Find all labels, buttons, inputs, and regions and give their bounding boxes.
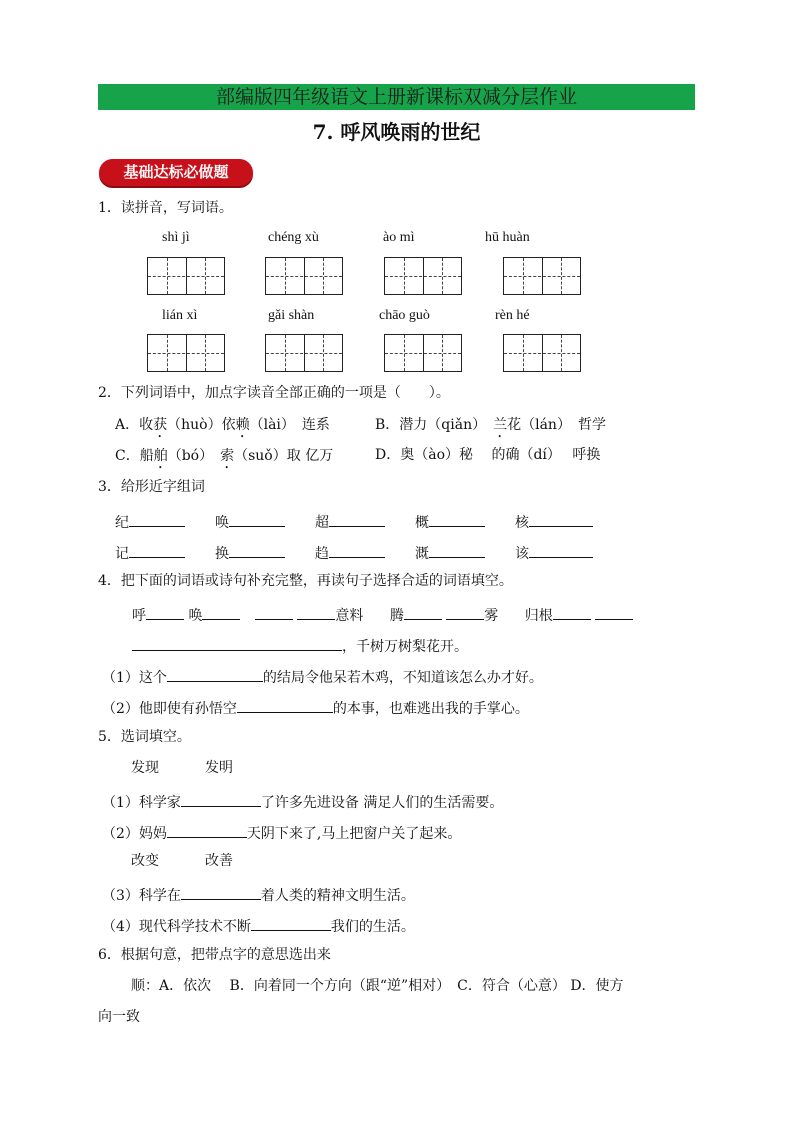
q5-sentence-4: （4）现代科学技术不断 我们的生活。: [102, 916, 415, 934]
page-title: 7. 呼风唤雨的世纪: [312, 120, 481, 144]
answer-blank[interactable]: [167, 823, 247, 838]
q1-pinyin-4: hū huàn: [485, 230, 530, 245]
q5-sentence-3: （3）科学在 着人类的精神文明生活。: [102, 885, 415, 903]
q5-word-choice: 改变: [131, 853, 159, 869]
q5-word-choice: 发明: [205, 760, 233, 776]
answer-blank[interactable]: [329, 512, 385, 527]
answer-blank[interactable]: [202, 605, 240, 620]
q5-sentence-1: （1）科学家 了许多先进设备 满足人们的生活需要。: [102, 792, 503, 810]
writing-grid[interactable]: [503, 257, 581, 295]
answer-blank[interactable]: [229, 512, 285, 527]
answer-blank[interactable]: [251, 916, 331, 931]
answer-blank[interactable]: [129, 543, 185, 558]
q4-prompt: 4．把下面的词语或诗句补充完整，再读句子选择合适的词语填空。: [98, 573, 513, 589]
writing-grid[interactable]: [503, 334, 581, 372]
q3-prompt: 3．给形近字组词: [98, 479, 205, 495]
q4-sentence-1: （1）这个 的结局令他呆若木鸡，不知道该怎么办才好。: [102, 667, 543, 685]
q1-pinyin-1: shì jì: [162, 230, 190, 245]
answer-blank[interactable]: [297, 605, 335, 620]
answer-blank[interactable]: [446, 605, 484, 620]
q1-pinyin-6: gǎi shàn: [268, 308, 315, 323]
q6-options: 顺：A．依次 B．向着同一个方向（跟“逆”相对） C．符合（心意） D．使方: [131, 978, 624, 994]
q6-prompt: 6．根据句意，把带点字的意思选出来: [98, 947, 331, 963]
q1-pinyin-5: lián xì: [162, 308, 198, 323]
q2-prompt: 2．下列词语中，加点字读音全部正确的一项是（ ）。: [98, 385, 450, 401]
q3-item: 纪: [115, 512, 185, 530]
q4-sentence-2: （2）他即使有孙悟空 的本事，也难逃出我的手掌心。: [102, 698, 529, 716]
answer-blank[interactable]: [146, 605, 184, 620]
answer-blank[interactable]: [181, 885, 261, 900]
answer-blank[interactable]: [237, 698, 333, 713]
q3-item: 该: [515, 543, 593, 561]
q5-prompt: 5．选词填空。: [98, 729, 191, 745]
q5-sentence-2: （2）妈妈 天阴下来了,马上把窗户关了起来。: [102, 823, 461, 841]
writing-grid[interactable]: [384, 334, 462, 372]
answer-blank[interactable]: [553, 605, 591, 620]
q3-item: 核: [515, 512, 593, 530]
q2-option-b[interactable]: B．潜力（qiǎn） 兰花（lán） 哲学: [375, 417, 606, 433]
q1-pinyin-8: rèn hé: [495, 308, 530, 323]
q3-item: 概: [415, 512, 485, 530]
answer-blank[interactable]: [255, 605, 293, 620]
series-banner: 部编版四年级语文上册新课标双减分层作业: [98, 84, 695, 110]
answer-blank[interactable]: [429, 543, 485, 558]
q1-pinyin-3: ào mì: [383, 230, 415, 245]
answer-blank[interactable]: [529, 543, 593, 558]
q1-prompt: 1．读拼音，写词语。: [98, 200, 233, 216]
answer-blank[interactable]: [129, 512, 185, 527]
writing-grid[interactable]: [265, 257, 343, 295]
answer-blank[interactable]: [167, 667, 263, 682]
q6-options-cont: 向一致: [98, 1009, 140, 1025]
q1-pinyin-2: chéng xù: [268, 230, 319, 245]
q4-fill-line: 呼 唤 意料 腾 雾 归根: [132, 605, 633, 623]
q4-poem-line: ，千树万树梨花开。: [132, 636, 468, 654]
answer-blank[interactable]: [595, 605, 633, 620]
q3-item: 唤: [215, 512, 285, 530]
answer-blank[interactable]: [329, 543, 385, 558]
section-tab-basic: 基础达标必做题: [99, 159, 253, 186]
writing-grid[interactable]: [384, 257, 462, 295]
q5-word-choice: 改善: [205, 853, 233, 869]
q2-option-a[interactable]: A．收获（huò）依赖（lài） 连系: [115, 417, 330, 433]
writing-grid[interactable]: [147, 334, 225, 372]
writing-grid[interactable]: [265, 334, 343, 372]
q3-item: 溉: [415, 543, 485, 561]
q3-item: 超: [315, 512, 385, 530]
answer-blank[interactable]: [132, 636, 342, 651]
answer-blank[interactable]: [529, 512, 593, 527]
q5-word-choice: 发现: [131, 760, 159, 776]
q3-item: 换: [215, 543, 285, 561]
q2-option-d[interactable]: D．奥（ào）秘 的确（dí） 呼换: [375, 447, 601, 463]
writing-grid[interactable]: [147, 257, 225, 295]
answer-blank[interactable]: [404, 605, 442, 620]
q2-option-c[interactable]: C．船舶（bó） 索（suǒ）取 亿万: [115, 448, 334, 464]
q1-pinyin-7: chāo guò: [379, 308, 430, 323]
answer-blank[interactable]: [229, 543, 285, 558]
answer-blank[interactable]: [181, 792, 261, 807]
answer-blank[interactable]: [429, 512, 485, 527]
q3-item: 趋: [315, 543, 385, 561]
q3-item: 记: [115, 543, 185, 561]
